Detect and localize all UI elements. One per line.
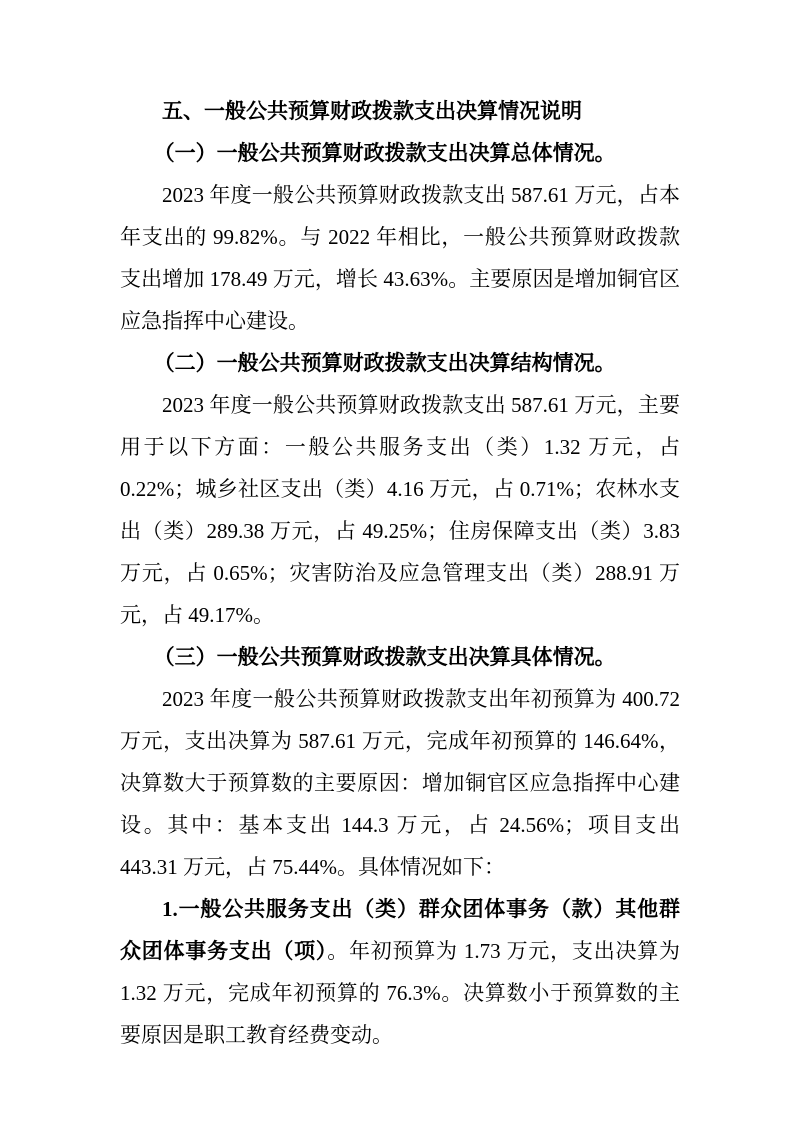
section3-item1-text: 。年初预算为 1.73 万元，支出决算为 1.32 万元，完成年初预算的 76.3%。决算数小于预算数的主要原因是职工教育经费变动。 [120,939,681,1047]
section3-paragraph: 2023 年度一般公共预算财政拨款支出年初预算为 400.72 万元，支出决算为 587.61 万元，完成年初预算的 146.64%，决算数大于预算数的主要原因：增加铜官区应急指挥中心建设。其中：基本支出 144.3 万元，占 24.56%；项目支出 443.31 万元，占 75.44%。具体情况如下： [120,687,680,879]
section3-item1 [120,888,680,1056]
document-title: 五、一般公共预算财政拨款支出决算情况说明 [162,99,582,123]
document-content [120,90,680,1056]
section1-paragraph: 2023 年度一般公共预算财政拨款支出 587.61 万元，占本年支出的 99.82%。与 2022 年相比，一般公共预算财政拨款支出增加 178.49 万元，增长 43.63%。主要原因是增加铜官区应急指挥中心建设。 [120,183,680,333]
section3-item1-lead: 1.一般公共服务支出（类）群众团体事务（款）其他群众团体事务支出（项） [120,897,680,963]
section3-heading: （三）一般公共预算财政拨款支出决算具体情况。 [153,645,616,669]
section1-heading: （一）一般公共预算财政拨款支出决算总体情况。 [153,141,616,165]
section2-paragraph: 2023 年度一般公共预算财政拨款支出 587.61 万元，主要用于以下方面：一般公共服务支出（类）1.32 万元，占 0.22%；城乡社区支出（类）4.16 万元，占 0.71%；农林水支出（类）289.38 万元，占 49.25%；住房保障支出（类）3.83 万元，占 0.65%；灾害防治及应急管理支出（类）288.91 万元，占 49.17%。 [120,393,680,627]
section2-heading: （二）一般公共预算财政拨款支出决算结构情况。 [153,351,616,375]
